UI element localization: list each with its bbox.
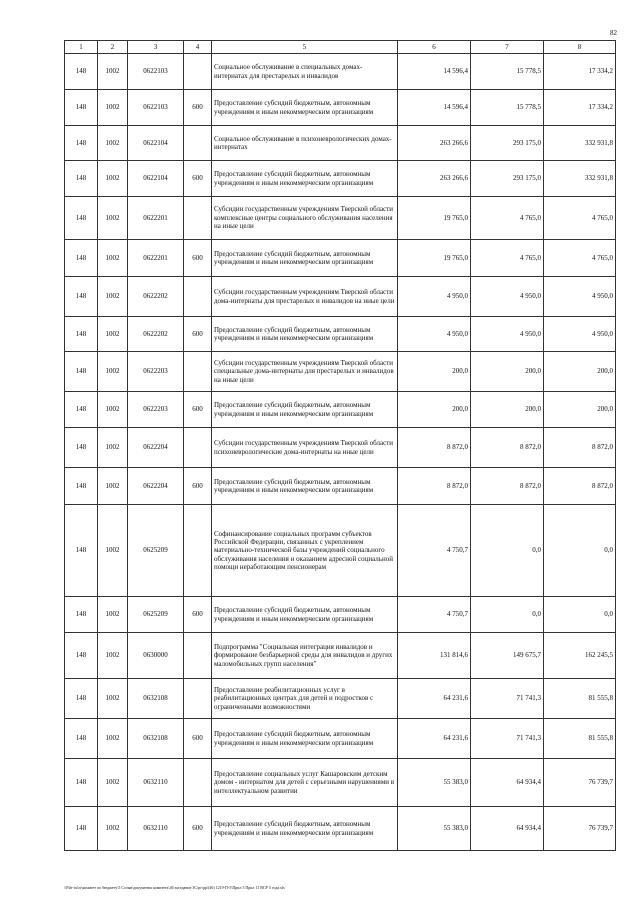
description-cell: Предоставление субсидий бюджетным, автономным учреждениям и иным некоммерческим организациям [212, 719, 398, 759]
target-code-cell: 0622203 [128, 352, 184, 392]
value-cell: 15 778,5 [471, 54, 544, 90]
expense-type-cell: 600 [184, 719, 212, 759]
value-cell: 71 741,3 [471, 719, 544, 759]
expense-type-cell [184, 505, 212, 597]
table-row [65, 468, 616, 505]
description-cell: Субсидии государственным учреждениям Тверской области комплексные центры социального обслуживания населения на иные цели [212, 197, 398, 240]
value-cell: 200,0 [471, 352, 544, 392]
value-cell: 55 383,0 [398, 807, 471, 851]
description-cell: Социальное обслуживание в специальных домах-интернатах для престарелых и инвалидов [212, 54, 398, 90]
page-number: 82 [610, 29, 617, 37]
description-cell: Предоставление субсидий бюджетным, автономным учреждениям и иным некоммерческим организациям [212, 161, 398, 197]
target-code-cell: 0622203 [128, 392, 184, 428]
description-cell: Субсидии государственным учреждениям Тверской области психоневрологические дома-интернаты на иные цели [212, 428, 398, 468]
value-cell: 8 872,0 [398, 428, 471, 468]
value-cell: 4 765,0 [471, 240, 544, 277]
table-row [65, 505, 616, 597]
value-cell: 17 334,2 [544, 90, 616, 126]
table-row [65, 54, 616, 90]
value-cell: 200,0 [544, 352, 616, 392]
target-code-cell: 0622104 [128, 161, 184, 197]
expense-type-cell [184, 197, 212, 240]
value-cell: 64 231,6 [398, 679, 471, 719]
target-code-cell: 0622204 [128, 468, 184, 505]
table-row [65, 759, 616, 807]
value-cell: 4 765,0 [544, 197, 616, 240]
column-header: 4 [184, 41, 212, 54]
value-cell: 332 931,8 [544, 161, 616, 197]
value-cell: 200,0 [398, 392, 471, 428]
value-cell: 4 950,0 [544, 277, 616, 317]
value-cell: 8 872,0 [544, 428, 616, 468]
target-code-cell: 0625209 [128, 505, 184, 597]
section-cell: 148 [65, 277, 98, 317]
expense-type-cell [184, 277, 212, 317]
target-code-cell: 0622103 [128, 54, 184, 90]
subsection-cell: 1002 [98, 428, 128, 468]
value-cell: 17 334,2 [544, 54, 616, 90]
section-cell: 148 [65, 126, 98, 161]
subsection-cell: 1002 [98, 161, 128, 197]
subsection-cell: 1002 [98, 90, 128, 126]
column-header: 7 [471, 41, 544, 54]
value-cell: 19 765,0 [398, 197, 471, 240]
value-cell: 8 872,0 [471, 428, 544, 468]
target-code-cell: 0622201 [128, 197, 184, 240]
value-cell: 4 950,0 [398, 317, 471, 352]
expense-type-cell: 600 [184, 597, 212, 633]
section-cell: 148 [65, 240, 98, 277]
section-cell: 148 [65, 759, 98, 807]
section-cell: 148 [65, 597, 98, 633]
table-row [65, 719, 616, 759]
section-cell: 148 [65, 679, 98, 719]
subsection-cell: 1002 [98, 240, 128, 277]
target-code-cell: 0630000 [128, 633, 184, 679]
target-code-cell: 0622204 [128, 428, 184, 468]
column-header: 3 [128, 41, 184, 54]
target-code-cell: 0632110 [128, 807, 184, 851]
table-row [65, 597, 616, 633]
value-cell: 4 950,0 [544, 317, 616, 352]
subsection-cell: 1002 [98, 468, 128, 505]
expense-type-cell [184, 126, 212, 161]
expense-type-cell: 600 [184, 468, 212, 505]
description-cell: Софинансирование социальных программ субъектов Российской Федерации, связанных с укреплением материально-технической базы учреждений социального обслуживания населения и оказанием адресной социальной помощи неработающим пенсионерам [212, 505, 398, 597]
value-cell: 8 872,0 [544, 468, 616, 505]
expense-type-cell: 600 [184, 90, 212, 126]
subsection-cell: 1002 [98, 505, 128, 597]
target-code-cell: 0622201 [128, 240, 184, 277]
target-code-cell: 0622202 [128, 317, 184, 352]
value-cell: 55 383,0 [398, 759, 471, 807]
table-row [65, 126, 616, 161]
value-cell: 162 245,5 [544, 633, 616, 679]
value-cell: 200,0 [544, 392, 616, 428]
value-cell: 4 765,0 [544, 240, 616, 277]
table-row [65, 807, 616, 851]
section-cell: 148 [65, 633, 98, 679]
column-header: 2 [98, 41, 128, 54]
expense-type-cell: 600 [184, 161, 212, 197]
column-header: 1 [65, 41, 98, 54]
section-cell: 148 [65, 317, 98, 352]
description-cell: Предоставление субсидий бюджетным, автономным учреждениям и иным некоммерческим организациям [212, 90, 398, 126]
value-cell: 4 750,7 [398, 505, 471, 597]
section-cell: 148 [65, 719, 98, 759]
value-cell: 81 555,8 [544, 719, 616, 759]
section-cell: 148 [65, 197, 98, 240]
subsection-cell: 1002 [98, 54, 128, 90]
value-cell: 263 266,6 [398, 161, 471, 197]
expense-type-cell [184, 679, 212, 719]
target-code-cell: 0632108 [128, 679, 184, 719]
table-row [65, 161, 616, 197]
section-cell: 148 [65, 352, 98, 392]
table-row [65, 392, 616, 428]
subsection-cell: 1002 [98, 759, 128, 807]
value-cell: 76 739,7 [544, 759, 616, 807]
subsection-cell: 1002 [98, 197, 128, 240]
table-row [65, 679, 616, 719]
value-cell: 4 950,0 [398, 277, 471, 317]
description-cell: Предоставление субсидий бюджетным, автономным учреждениям и иным некоммерческим организациям [212, 240, 398, 277]
description-cell: Предоставление субсидий бюджетным, автономным учреждениям и иным некоммерческим организациям [212, 597, 398, 633]
value-cell: 8 872,0 [471, 468, 544, 505]
file-path-footer: \\File-ist\rr\комитет по бюджету\5 Созыв\документы комитета\46 заседание ЗС\рг\рр\(46) 1219-П-5\Прил 5 Прил 11 ВСР 3 года.xls [64, 885, 285, 890]
value-cell: 71 741,3 [471, 679, 544, 719]
value-cell: 0,0 [471, 597, 544, 633]
description-cell: Предоставление субсидий бюджетным, автономным учреждениям и иным некоммерческим организациям [212, 317, 398, 352]
expense-type-cell [184, 54, 212, 90]
expense-type-cell [184, 759, 212, 807]
value-cell: 332 931,8 [544, 126, 616, 161]
column-header: 5 [212, 41, 398, 54]
section-cell: 148 [65, 54, 98, 90]
target-code-cell: 0622202 [128, 277, 184, 317]
value-cell: 14 596,4 [398, 54, 471, 90]
table-row [65, 277, 616, 317]
value-cell: 64 934,4 [471, 807, 544, 851]
target-code-cell: 0625209 [128, 597, 184, 633]
value-cell: 4 950,0 [471, 317, 544, 352]
section-cell: 148 [65, 468, 98, 505]
value-cell: 4 765,0 [471, 197, 544, 240]
table-row [65, 633, 616, 679]
expense-type-cell [184, 428, 212, 468]
description-cell: Предоставление субсидий бюджетным, автономным учреждениям и иным некоммерческим организациям [212, 807, 398, 851]
subsection-cell: 1002 [98, 719, 128, 759]
subsection-cell: 1002 [98, 392, 128, 428]
section-cell: 148 [65, 807, 98, 851]
subsection-cell: 1002 [98, 633, 128, 679]
description-cell: Предоставление реабилитационных услуг в реабилитационных центрах для детей и подростков с ограниченными возможностями [212, 679, 398, 719]
value-cell: 263 266,6 [398, 126, 471, 161]
expense-type-cell: 600 [184, 807, 212, 851]
section-cell: 148 [65, 428, 98, 468]
section-cell: 148 [65, 90, 98, 126]
description-cell: Предоставление субсидий бюджетным, автономным учреждениям и иным некоммерческим организациям [212, 392, 398, 428]
target-code-cell: 0632110 [128, 759, 184, 807]
section-cell: 148 [65, 392, 98, 428]
value-cell: 81 555,8 [544, 679, 616, 719]
subsection-cell: 1002 [98, 277, 128, 317]
value-cell: 8 872,0 [398, 468, 471, 505]
expense-type-cell: 600 [184, 317, 212, 352]
table-row [65, 197, 616, 240]
value-cell: 0,0 [471, 505, 544, 597]
value-cell: 64 231,6 [398, 719, 471, 759]
value-cell: 76 739,7 [544, 807, 616, 851]
subsection-cell: 1002 [98, 317, 128, 352]
value-cell: 149 675,7 [471, 633, 544, 679]
subsection-cell: 1002 [98, 126, 128, 161]
expense-type-cell [184, 352, 212, 392]
target-code-cell: 0632108 [128, 719, 184, 759]
description-cell: Подпрограмма "Социальная интеграция инвалидов и формирование безбарьерной среды для инвалидов и других маломобильных групп населения" [212, 633, 398, 679]
description-cell: Социальное обслуживание в психоневрологических домах-интернатах [212, 126, 398, 161]
target-code-cell: 0622103 [128, 90, 184, 126]
subsection-cell: 1002 [98, 807, 128, 851]
budget-table [64, 40, 616, 851]
value-cell: 0,0 [544, 505, 616, 597]
value-cell: 293 175,0 [471, 161, 544, 197]
expense-type-cell [184, 633, 212, 679]
table-row [65, 90, 616, 126]
section-cell: 148 [65, 161, 98, 197]
section-cell: 148 [65, 505, 98, 597]
value-cell: 131 814,6 [398, 633, 471, 679]
value-cell: 4 950,0 [471, 277, 544, 317]
value-cell: 15 778,5 [471, 90, 544, 126]
value-cell: 14 596,4 [398, 90, 471, 126]
expense-type-cell: 600 [184, 240, 212, 277]
subsection-cell: 1002 [98, 352, 128, 392]
description-cell: Субсидии государственным учреждениям Тверской области дома-интернаты для престарелых и инвалидов на иные цели [212, 277, 398, 317]
header-row [65, 41, 616, 54]
column-header: 6 [398, 41, 471, 54]
column-header: 8 [544, 41, 616, 54]
description-cell: Субсидии государственным учреждениям Тверской области специальные дома-интернаты для престарелых и инвалидов на иные цели [212, 352, 398, 392]
value-cell: 200,0 [398, 352, 471, 392]
description-cell: Предоставление социальных услуг Кашаровским детским домом - интернатом для детей с серьезными нарушениями в интеллектуальном развитии [212, 759, 398, 807]
value-cell: 4 750,7 [398, 597, 471, 633]
table-row [65, 352, 616, 392]
table-row [65, 317, 616, 352]
value-cell: 293 175,0 [471, 126, 544, 161]
target-code-cell: 0622104 [128, 126, 184, 161]
value-cell: 64 934,4 [471, 759, 544, 807]
table-row [65, 428, 616, 468]
value-cell: 0,0 [544, 597, 616, 633]
value-cell: 200,0 [471, 392, 544, 428]
subsection-cell: 1002 [98, 679, 128, 719]
table-row [65, 240, 616, 277]
description-cell: Предоставление субсидий бюджетным, автономным учреждениям и иным некоммерческим организациям [212, 468, 398, 505]
value-cell: 19 765,0 [398, 240, 471, 277]
expense-type-cell: 600 [184, 392, 212, 428]
subsection-cell: 1002 [98, 597, 128, 633]
